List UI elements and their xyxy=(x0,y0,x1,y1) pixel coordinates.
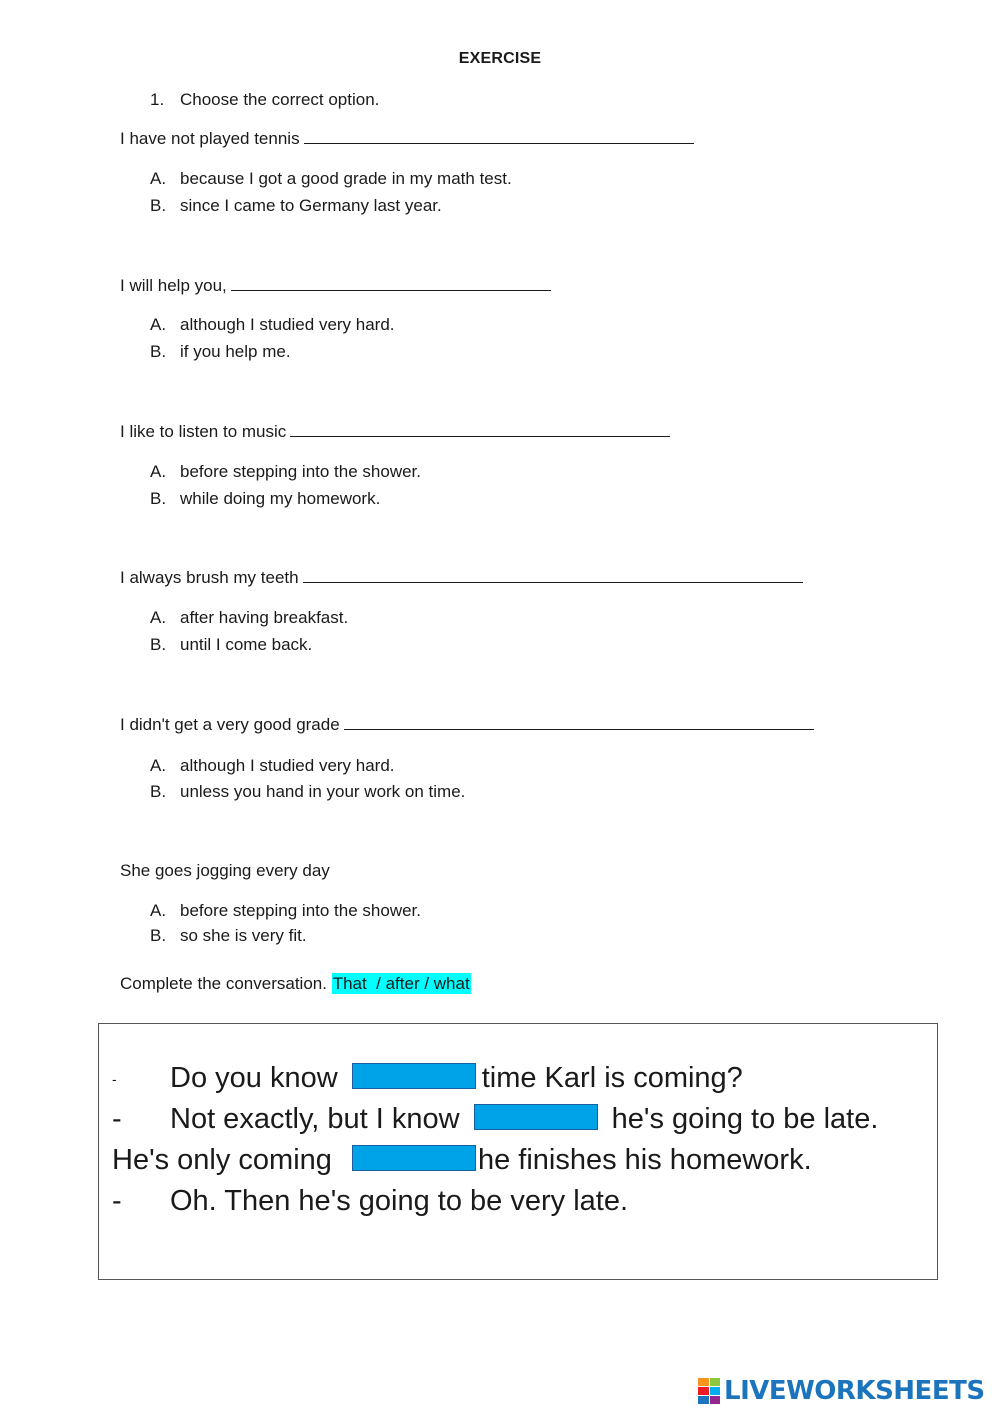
question-stem: I always brush my teeth xyxy=(120,568,803,588)
answer-blank-line xyxy=(304,129,694,144)
page-title: EXERCISE xyxy=(458,50,542,67)
word-bank: That / after / what xyxy=(332,974,470,993)
conversation-line: He's only coming he finishes his homework. xyxy=(112,1144,812,1176)
complete-instruction: Complete the conversation. That / after / what xyxy=(120,974,470,993)
instruction-number: 1. xyxy=(150,90,165,109)
option-b: B. since I came to Germany last year. xyxy=(150,196,442,215)
instruction xyxy=(150,90,379,110)
conversation-line: - Oh. Then he's going to be very late. xyxy=(112,1185,629,1217)
option-b: B. until I come back. xyxy=(150,635,313,654)
option-a: A. after having breakfast. xyxy=(150,608,349,627)
question-stem: I like to listen to music xyxy=(120,422,670,442)
option-a: A. although I studied very hard. xyxy=(150,756,395,775)
option-b: B. unless you hand in your work on time. xyxy=(150,782,466,801)
option-a: A. before stepping into the shower. xyxy=(150,901,421,920)
question-stem: I have not played tennis xyxy=(120,129,694,149)
question-stem: I will help you, xyxy=(120,276,551,296)
liveworksheets-logo-icon xyxy=(698,1378,720,1404)
instruction-text: Choose the correct option. xyxy=(180,90,380,109)
answer-gap-2[interactable] xyxy=(474,1104,598,1130)
option-b: B. so she is very fit. xyxy=(150,926,307,945)
liveworksheets-logo xyxy=(698,1376,985,1406)
conversation-line: - Do you know time Karl is coming? xyxy=(112,1062,743,1094)
question-stem: I didn't get a very good grade xyxy=(120,715,814,735)
conversation-box xyxy=(98,1023,938,1280)
option-b: B. while doing my homework. xyxy=(150,489,381,508)
answer-blank-line xyxy=(290,422,670,437)
option-a: A. because I got a good grade in my math test. xyxy=(150,169,512,188)
question-stem: She goes jogging every day xyxy=(120,861,330,880)
option-b: B. if you help me. xyxy=(150,342,291,361)
answer-blank-line xyxy=(231,276,551,291)
answer-blank-line xyxy=(344,715,814,730)
option-a: A. although I studied very hard. xyxy=(150,315,395,334)
conversation-line: - Not exactly, but I know he's going to be late. xyxy=(112,1103,879,1135)
answer-gap-1[interactable] xyxy=(352,1063,476,1089)
answer-blank-line xyxy=(303,568,803,583)
brand-name: LIVEWORKSHEETS xyxy=(724,1376,985,1406)
option-a: A. before stepping into the shower. xyxy=(150,462,421,481)
answer-gap-3[interactable] xyxy=(352,1145,476,1171)
